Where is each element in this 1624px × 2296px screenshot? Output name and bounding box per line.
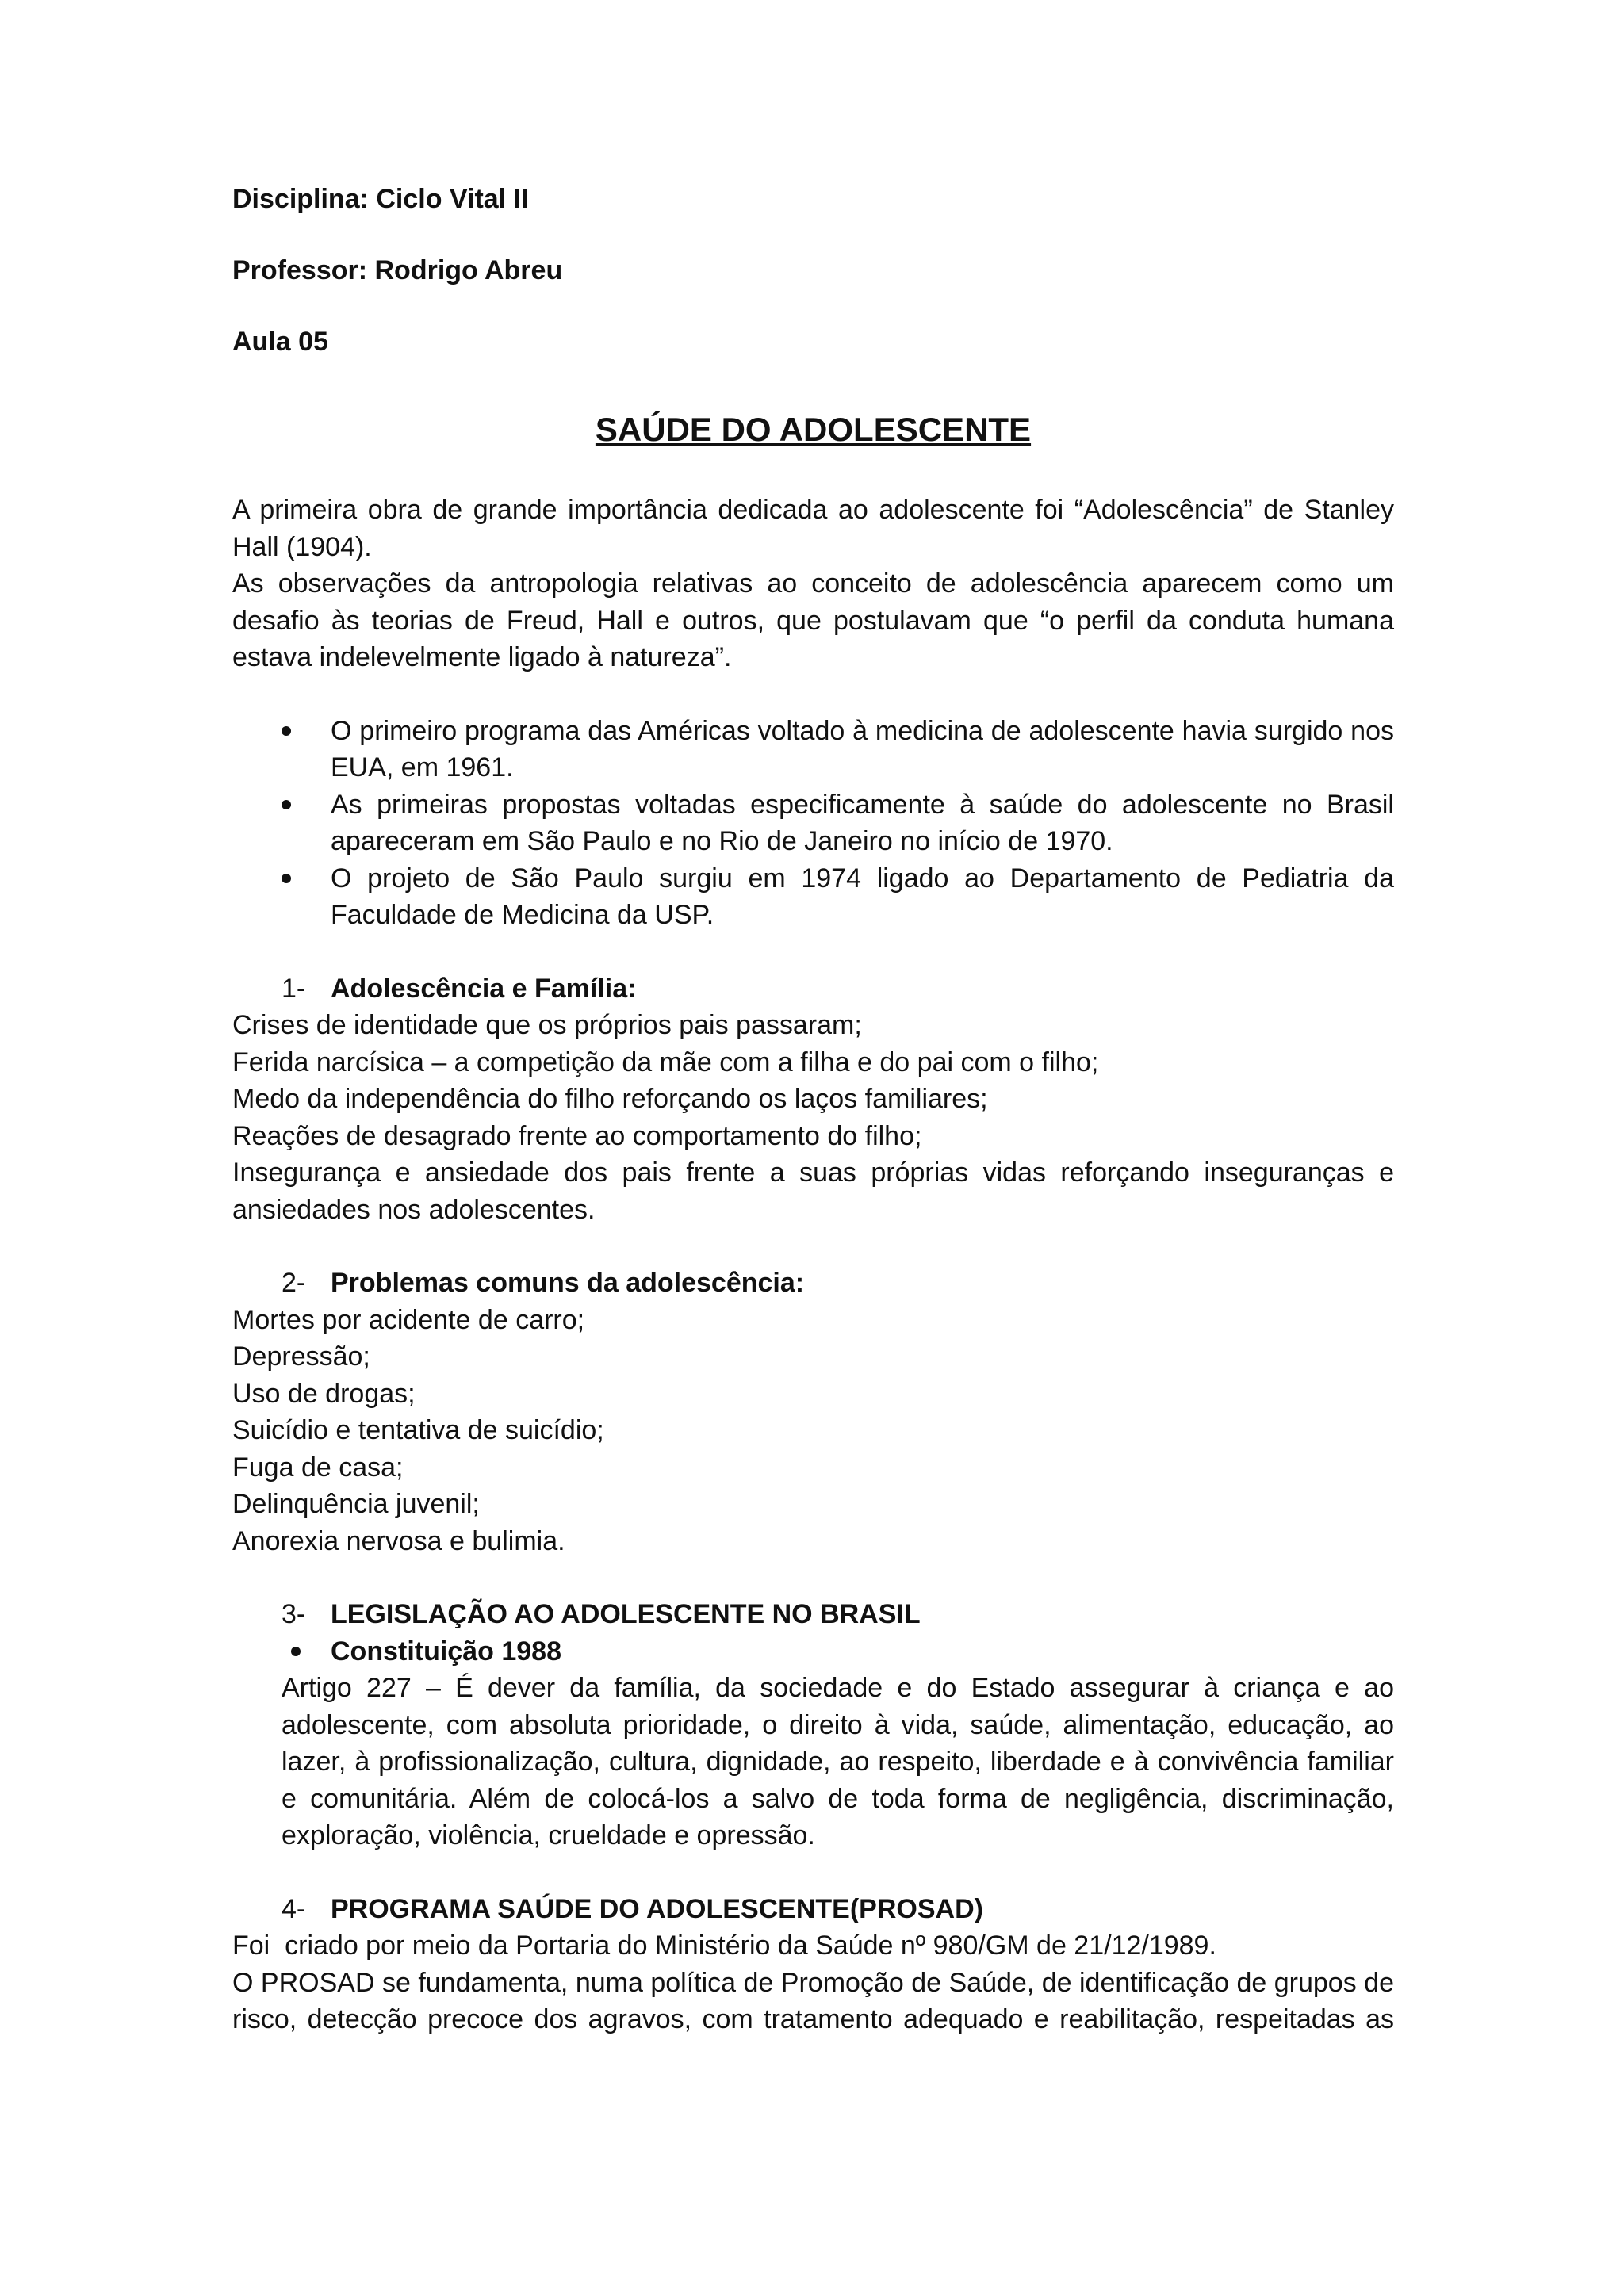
list-item: Uso de drogas; [232,1378,416,1409]
list-item: Ferida narcísica – a competição da mãe com a filha e do pai com o filho; [232,1047,1099,1077]
intro-bullet-list [232,713,1394,934]
bullet-icon [282,874,291,883]
prosad-paragraph-1: Foi criado por meio da Portaria do Ministério da Saúde nº 980/GM de 21/12/1989. [232,1931,1216,1961]
section-number: 4- [282,1893,306,1924]
section-title: LEGISLAÇÃO AO ADOLESCENTE NO BRASIL [331,1599,921,1629]
section-number: 2- [282,1268,306,1298]
section-1-heading [232,970,1394,1008]
bullet-icon [282,800,291,809]
professor-line: Professor: Rodrigo Abreu [232,255,563,285]
lesson-line: Aula 05 [232,327,328,357]
prosad-paragraph-2: O PROSAD se fundamenta, numa política de Promoção de Saúde, de identificação de grupos de risco, detecção precoce dos agravos, com tratamento adequado e reabilitação, respeitadas as [232,1967,1394,2034]
bullet-icon [282,726,291,736]
discipline-line: Disciplina: Ciclo Vital II [232,184,529,214]
list-item: Reações de desagrado frente ao comportamento do filho; [232,1120,922,1151]
intro-paragraph-1: A primeira obra de grande importância dedicada ao adolescente foi “Adolescência” de Stanley Hall (1904). [232,495,1394,562]
list-item: Insegurança e ansiedade dos pais frente a suas próprias vidas reforçando inseguranças e ansiedades nos adolescentes. [232,1158,1394,1225]
list-item: Crises de identidade que os próprios pais passaram; [232,1010,862,1040]
list-item: Depressão; [232,1341,370,1372]
article-227-paragraph: Artigo 227 – É dever da família, da sociedade e do Estado assegurar à criança e ao adolescente, com absoluta prioridade, o direito à vida, saúde, alimentação, educação, ao lazer, à profissionalização, cultura, dignidade, ao respeito, liberdade e à convivência familiar e comunitária. Além de colocá-los a salvo de toda forma de negligência, discriminação, exploração, violência, crueldade e opressão. [282,1673,1394,1850]
list-item: Anorexia nervosa e bulimia. [232,1525,565,1556]
list-item: Medo da independência do filho reforçando os laços familiares; [232,1084,988,1114]
sub-bullet-constitution: Constituição 1988 [232,1633,1394,1670]
section-3-heading [232,1596,1394,1633]
section-title: Problemas comuns da adolescência: [331,1268,805,1298]
bullet-icon [291,1647,301,1656]
list-item: Mortes por acidente de carro; [232,1304,585,1335]
bullet-item: As primeiras propostas voltadas especificamente à saúde do adolescente no Brasil apareceram em São Paulo e no Rio de Janeiro no início de 1970. [331,786,1394,860]
list-item: Delinquência juvenil; [232,1489,480,1519]
bullet-item: O primeiro programa das Américas voltado à medicina de adolescente havia surgido nos EUA, em 1961. [331,713,1394,786]
section-number: 3- [282,1599,306,1629]
section-4-heading [232,1891,1394,1928]
section-title: Adolescência e Família: [331,973,637,1004]
bullet-item: O projeto de São Paulo surgiu em 1974 ligado ao Departamento de Pediatria da Faculdade de Medicina da USP. [331,860,1394,934]
section-2-heading [232,1265,1394,1302]
list-item: Suicídio e tentativa de suicídio; [232,1415,604,1445]
section-number: 1- [282,973,306,1004]
section-title: PROGRAMA SAÚDE DO ADOLESCENTE(PROSAD) [331,1893,983,1924]
intro-paragraph-2: As observações da antropologia relativas ao conceito de adolescência aparecem como um desafio às teorias de Freud, Hall e outros, que postulavam que “o perfil da conduta humana estava indelevelmente ligado à natureza”. [232,568,1394,672]
list-item: Fuga de casa; [232,1452,404,1483]
document-title: SAÚDE DO ADOLESCENTE [595,411,1032,448]
